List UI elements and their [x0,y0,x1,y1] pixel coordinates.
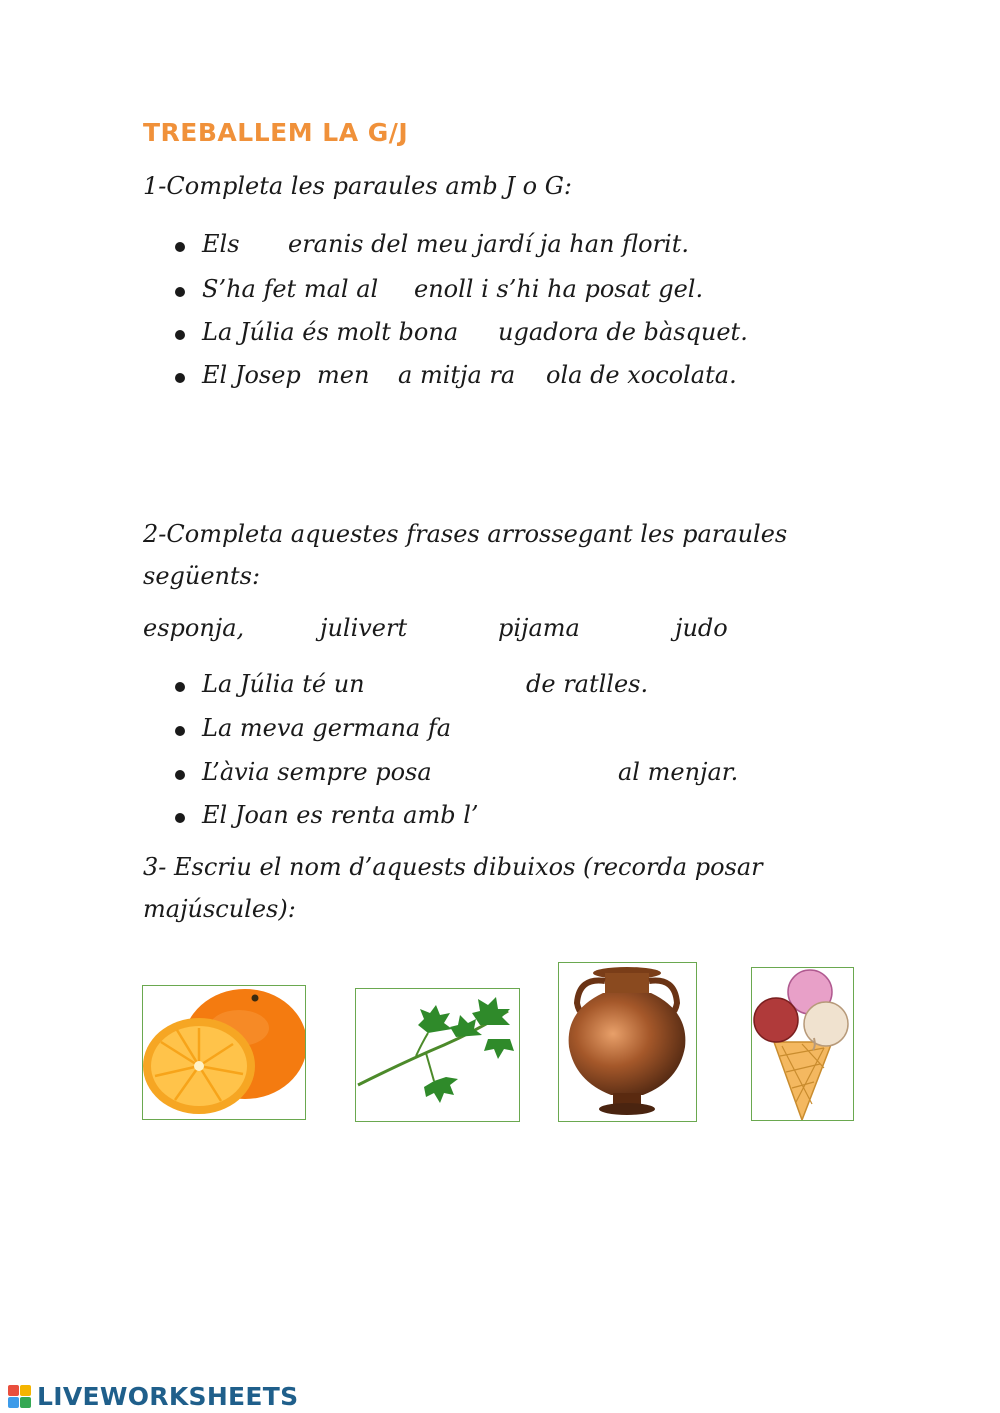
sentence-1-part-b: eranis del meu jardí ja han florit. [288,230,689,258]
bullet-icon [175,373,185,383]
word-bank-item[interactable]: julivert [320,614,408,642]
logo-square-red [8,1385,19,1396]
worksheet-title: TREBALLEM LA G/J [143,118,409,147]
sentence-7-part-b: al menjar. [618,758,739,786]
sentence-1-part-a: Els [202,230,240,258]
sentence-6-part-a: La meva germana fa [202,714,452,742]
exercise-3-instruction-line-2: majúscules): [143,895,296,923]
logo-square-green [20,1397,31,1408]
logo-square-blue [8,1397,19,1408]
exercise-2-instruction-line-2: següents: [143,562,261,590]
orange-icon [143,986,305,1119]
bullet-icon [175,726,185,736]
word-bank-item[interactable]: pijama [498,614,580,642]
exercise-1-instruction: 1-Completa les paraules amb J o G: [143,172,572,200]
sentence-4-part-c: a mitja ra [398,361,516,389]
parsley-picture [355,988,520,1122]
exercise-2-instruction-line-1: 2-Completa aquestes frases arrossegant les paraules [143,520,788,548]
bullet-icon [175,330,185,340]
bullet-icon [175,242,185,252]
sentence-4-part-a: El Josep [202,361,301,389]
brand-name: LIVEWORKSHEETS [37,1381,299,1411]
logo-icon [8,1385,31,1408]
bullet-icon [175,682,185,692]
sentence-4-part-b: men [317,361,370,389]
bullet-icon [175,770,185,780]
sentence-2-part-a: S’ha fet mal al [202,275,379,303]
exercise-3-instruction-line-1: 3- Escriu el nom d’aquests dibuixos (recorda posar [143,853,763,881]
word-bank-item[interactable]: judo [675,614,728,642]
bullet-icon [175,287,185,297]
liveworksheets-logo [8,1381,298,1411]
amphora-icon [559,963,696,1121]
orange-picture [142,985,306,1120]
ice-cream-picture [751,967,854,1121]
sentence-3-part-b: ugadora de bàsquet. [498,318,748,346]
sentence-5-part-a: La Júlia té un [202,670,365,698]
sentence-8-part-a: El Joan es renta amb l’ [202,801,479,829]
parsley-icon [356,989,519,1121]
sentence-7-part-a: L’àvia sempre posa [202,758,432,786]
sentence-3-part-a: La Júlia és molt bona [202,318,459,346]
sentence-2-part-b: enoll i s’hi ha posat gel. [414,275,704,303]
word-bank-item[interactable]: esponja, [143,614,245,642]
sentence-4-part-d: ola de xocolata. [546,361,737,389]
amphora-picture [558,962,697,1122]
ice-cream-icon [752,968,853,1120]
sentence-5-part-b: de ratlles. [526,670,649,698]
bullet-icon [175,813,185,823]
logo-square-yellow [20,1385,31,1396]
